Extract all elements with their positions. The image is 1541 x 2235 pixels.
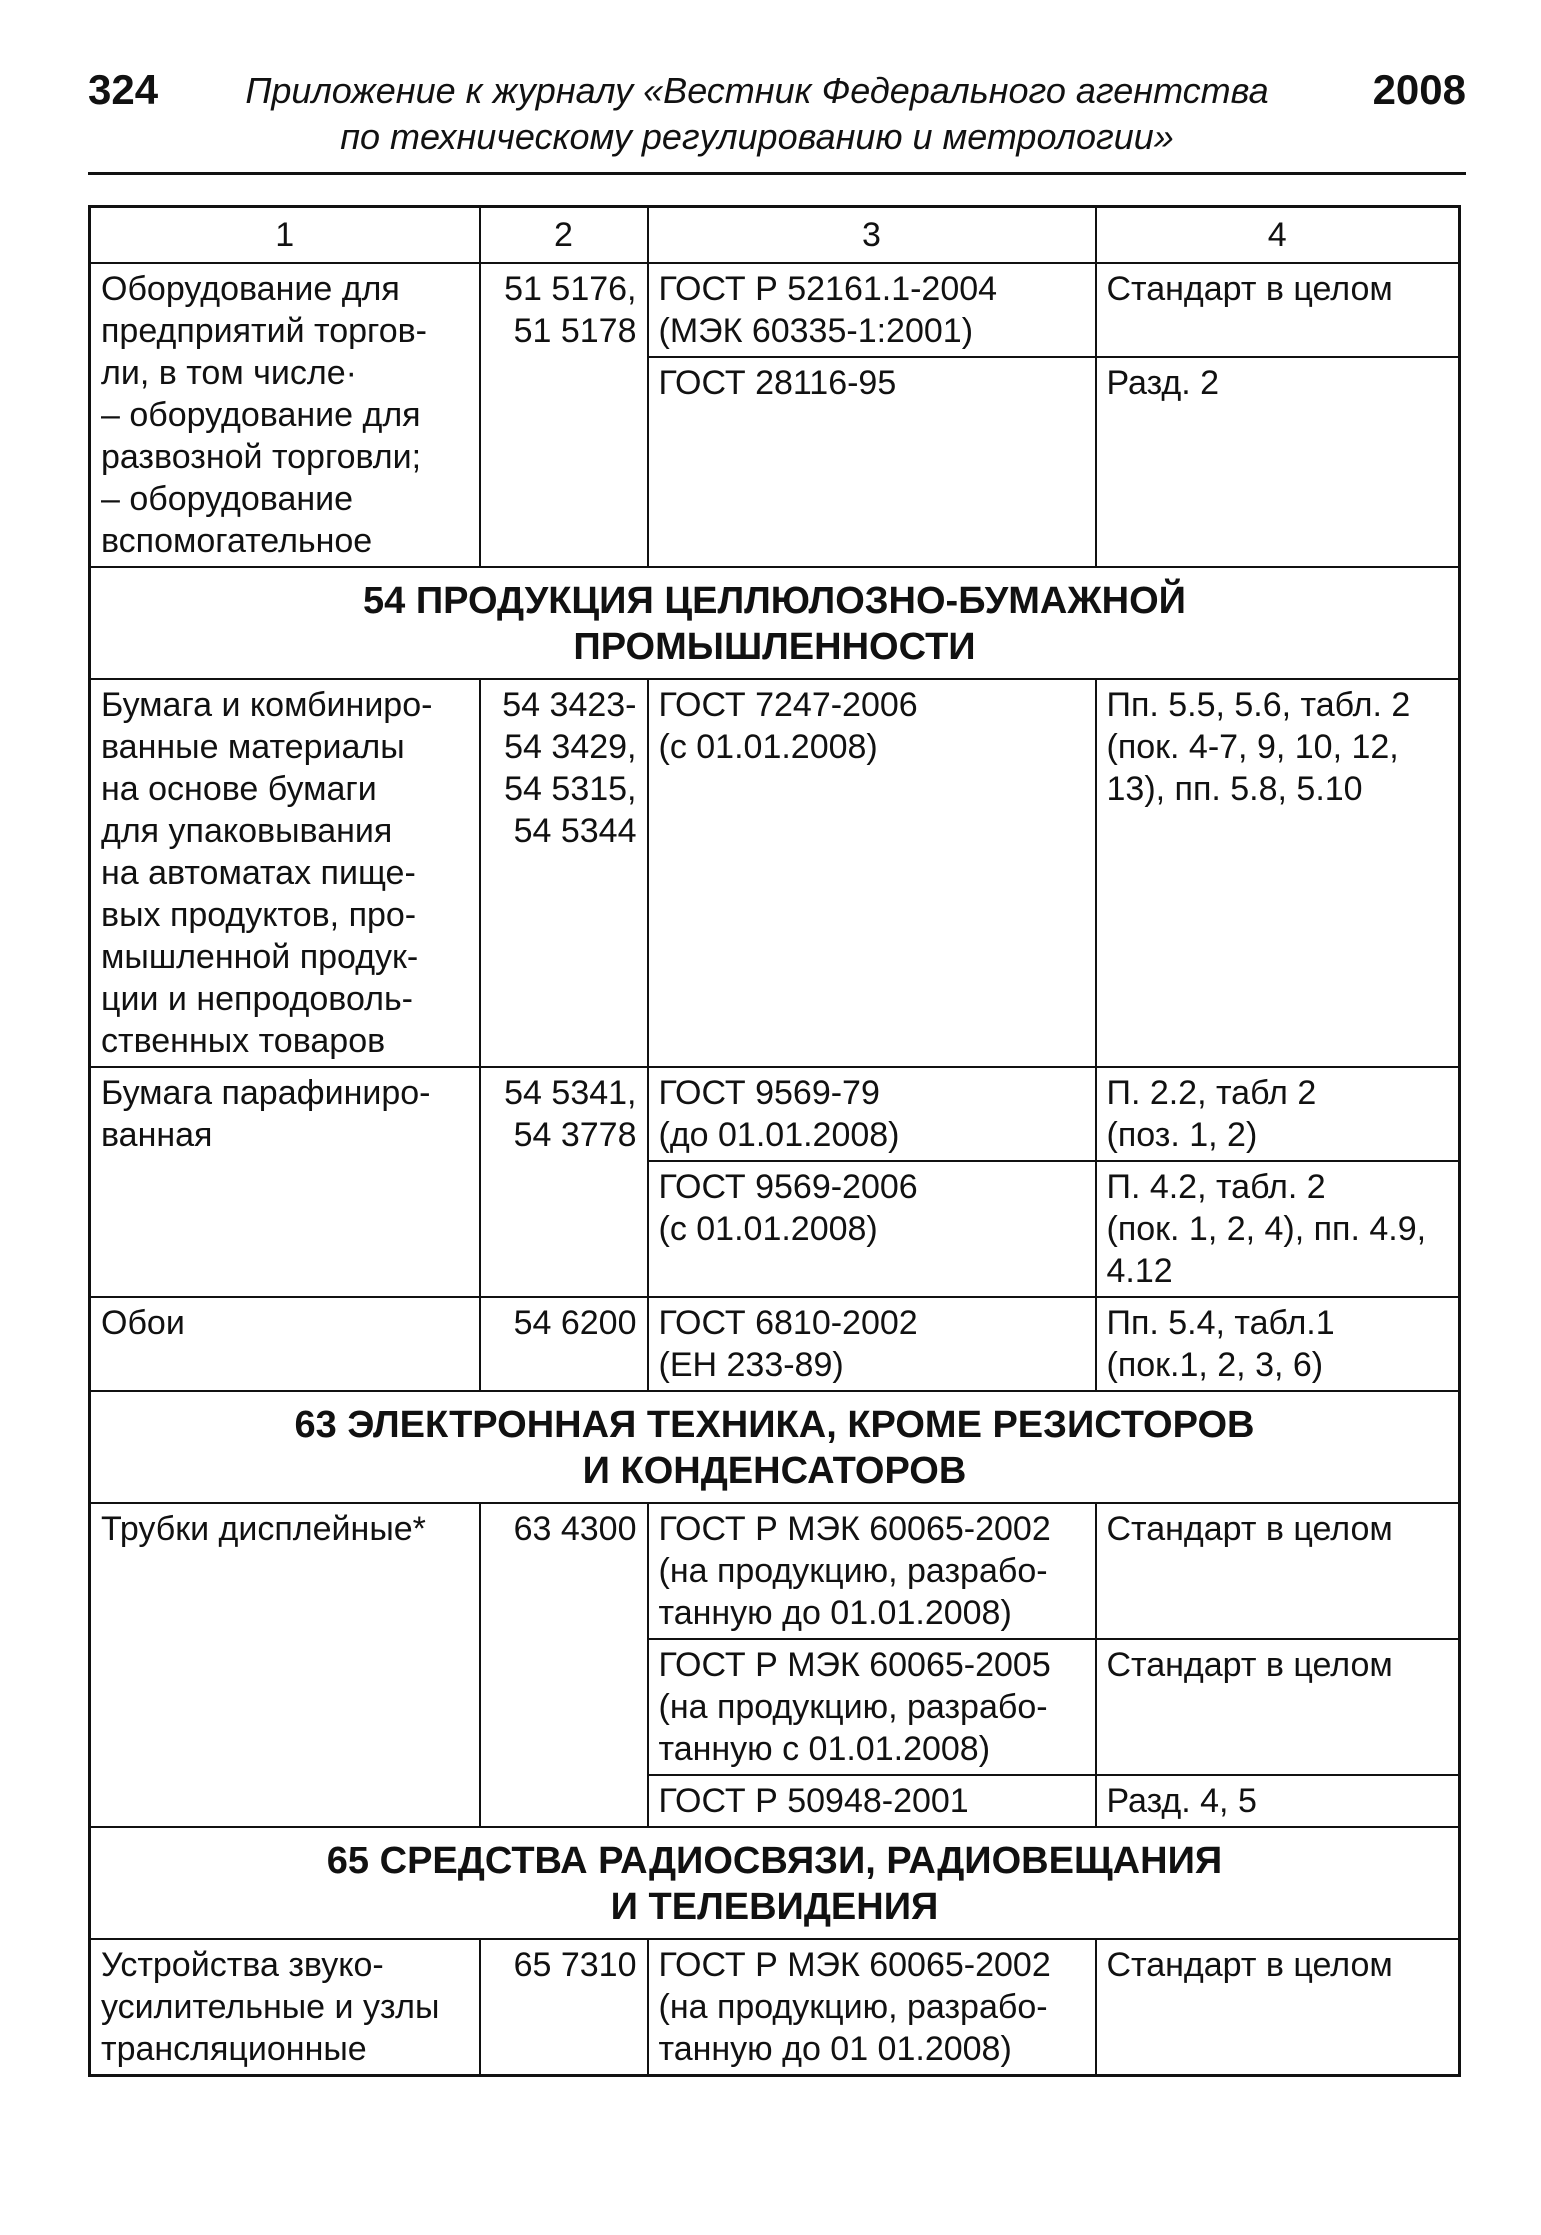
section-row [90, 1391, 1460, 1503]
scope-cell: Стандарт в целом [1096, 1939, 1460, 2076]
standard-cell: ГОСТ Р МЭК 60065-2002 (на продукцию, разрабо- танную до 01 01.2008) [648, 1939, 1096, 2076]
page-number: 324 [88, 66, 159, 113]
product-cell: Устройства звуко- усилительные и узлы трансляционные [90, 1939, 480, 2076]
scope-cell: Разд. 4, 5 [1096, 1775, 1460, 1827]
code-cell: 54 5341, 54 3778 [480, 1067, 648, 1297]
table-row [90, 1939, 1460, 2076]
scope-cell: Стандарт в целом [1096, 263, 1460, 357]
section-heading-63: 63 ЭЛЕКТРОННАЯ ТЕХНИКА, КРОМЕ РЕЗИСТОРОВ И КОНДЕНСАТОРОВ [90, 1391, 1460, 1503]
standard-cell: ГОСТ 9569-2006 (с 01.01.2008) [648, 1161, 1096, 1297]
scope-cell: Пп. 5.4, табл.1 (пок.1, 2, 3, 6) [1096, 1297, 1460, 1391]
code-cell: 63 4300 [480, 1503, 648, 1827]
standards-table [88, 205, 1461, 2077]
section-row [90, 1827, 1460, 1939]
standard-cell: ГОСТ 28116-95 [648, 357, 1096, 567]
product-cell: Трубки дисплейные* [90, 1503, 480, 1827]
column-number: 2 [480, 207, 648, 264]
scope-cell: П. 4.2, табл. 2 (пок. 1, 2, 4), пп. 4.9, 4.12 [1096, 1161, 1460, 1297]
product-cell: Обои [90, 1297, 480, 1391]
product-cell: Бумага и комбиниро- ванные материалы на основе бумаги для упаковывания на автоматах пище- вых продуктов, про- мышленной продук- ции и непродоволь- ственных товаров [90, 679, 480, 1067]
standard-cell: ГОСТ 6810-2002 (ЕН 233-89) [648, 1297, 1096, 1391]
page-header [88, 60, 1466, 170]
scope-cell: Стандарт в целом [1096, 1639, 1460, 1775]
section-heading-54: 54 ПРОДУКЦИЯ ЦЕЛЛЮЛОЗНО-БУМАЖНОЙ ПРОМЫШЛЕННОСТИ [90, 567, 1460, 679]
header-rule [88, 172, 1466, 175]
column-numbers-row [90, 207, 1460, 264]
column-number: 4 [1096, 207, 1460, 264]
section-row [90, 567, 1460, 679]
product-cell: Оборудование для предприятий торгов- ли, в том числе· – оборудование для развозной торговли; – оборудование вспомогательное [90, 263, 480, 567]
scope-cell: Стандарт в целом [1096, 1503, 1460, 1639]
table-row [90, 679, 1460, 1067]
journal-title-line1: Приложение к журналу «Вестник Федерального агентства [245, 70, 1269, 111]
code-cell: 54 3423- 54 3429, 54 5315, 54 5344 [480, 679, 648, 1067]
code-cell: 65 7310 [480, 1939, 648, 2076]
standard-cell: ГОСТ Р 52161.1-2004 (МЭК 60335-1:2001) [648, 263, 1096, 357]
year: 2008 [1372, 66, 1466, 113]
standard-cell: ГОСТ Р МЭК 60065-2002 (на продукцию, разрабо- танную до 01.01.2008) [648, 1503, 1096, 1639]
table-row [90, 1297, 1460, 1391]
product-cell: Бумага парафиниро- ванная [90, 1067, 480, 1297]
table-row [90, 1503, 1460, 1639]
column-number: 3 [648, 207, 1096, 264]
journal-title-line2: по техническому регулированию и метрологии» [340, 116, 1174, 157]
scope-cell: П. 2.2, табл 2 (поз. 1, 2) [1096, 1067, 1460, 1161]
scope-cell: Разд. 2 [1096, 357, 1460, 567]
table-row [90, 1067, 1460, 1161]
standard-cell: ГОСТ Р МЭК 60065-2005 (на продукцию, разрабо- танную с 01.01.2008) [648, 1639, 1096, 1775]
standard-cell: ГОСТ Р 50948-2001 [648, 1775, 1096, 1827]
scope-cell: Пп. 5.5, 5.6, табл. 2 (пок. 4-7, 9, 10, 12, 13), пп. 5.8, 5.10 [1096, 679, 1460, 1067]
standard-cell: ГОСТ 9569-79 (до 01.01.2008) [648, 1067, 1096, 1161]
standard-cell: ГОСТ 7247-2006 (с 01.01.2008) [648, 679, 1096, 1067]
code-cell: 54 6200 [480, 1297, 648, 1391]
column-number: 1 [90, 207, 480, 264]
journal-title [198, 68, 1316, 160]
code-cell: 51 5176, 51 5178 [480, 263, 648, 567]
table-row [90, 263, 1460, 357]
section-heading-65: 65 СРЕДСТВА РАДИОСВЯЗИ, РАДИОВЕЩАНИЯ И ТЕЛЕВИДЕНИЯ [90, 1827, 1460, 1939]
